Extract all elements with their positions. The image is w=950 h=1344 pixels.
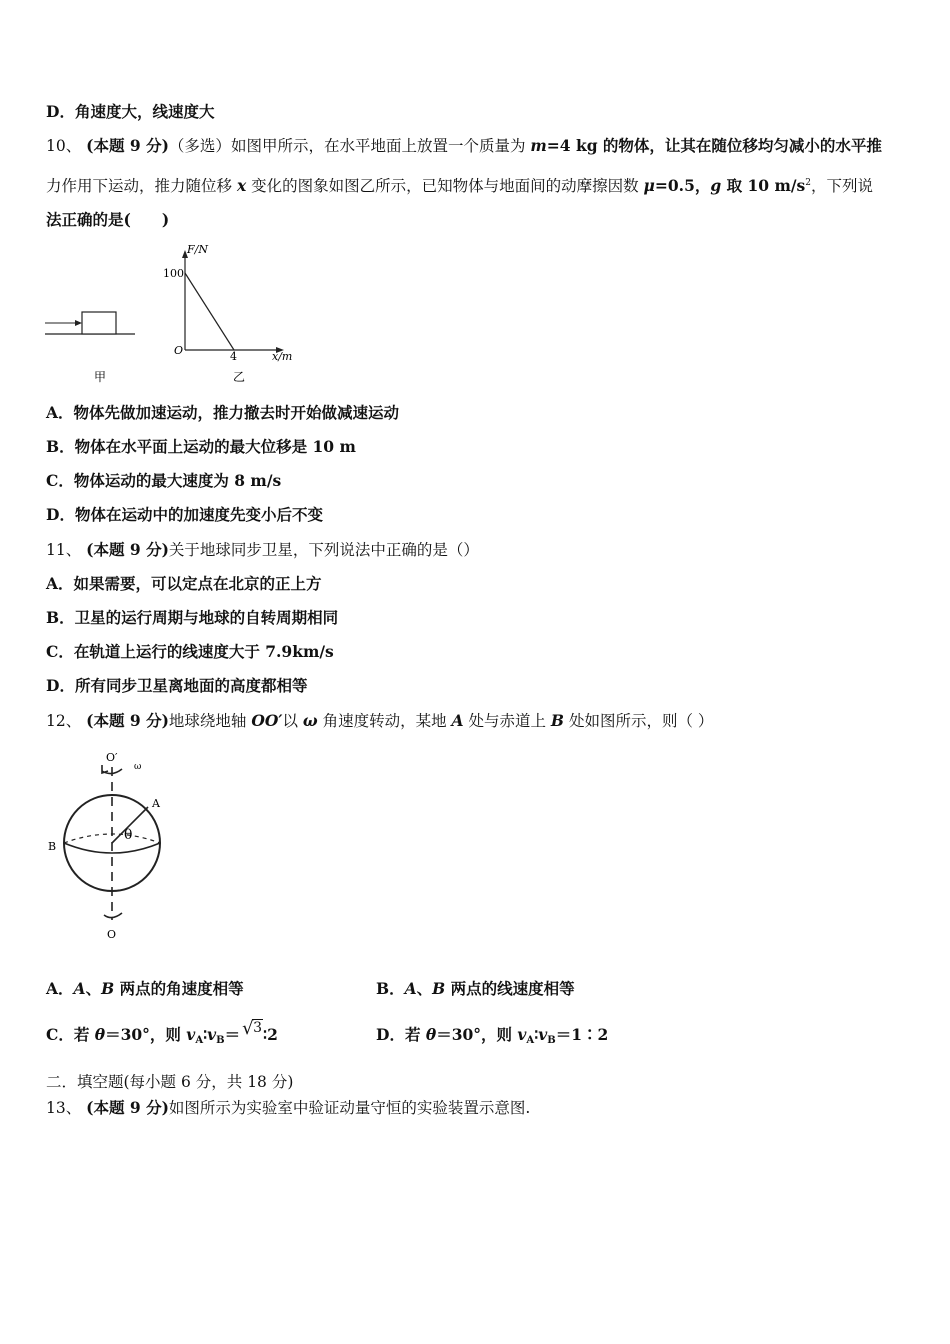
q12-option-c-sub: A [195, 1035, 204, 1046]
q12-option-c-v: v [186, 1025, 196, 1044]
q10-var-g: g [710, 176, 722, 196]
force-line [185, 273, 234, 350]
q10-stem-line1 [46, 136, 882, 156]
q12-option-d [376, 1025, 608, 1051]
q12-option-b-var: B [432, 979, 446, 998]
q12-var-b: B [550, 711, 565, 730]
q12-var-a: A [451, 711, 464, 730]
q11-option-a [46, 574, 322, 594]
q10-figure [40, 240, 310, 390]
q10-option-d [46, 505, 323, 525]
q12-option-b-text: 两点的线速度相等 [445, 979, 575, 998]
force-graph [163, 243, 292, 363]
q10-option-c-text: C．物体运动的最大速度为 8 m/s [46, 471, 282, 490]
q10-stem-line3 [46, 210, 169, 230]
q10-var-x: x [236, 176, 247, 196]
q12-option-c-eq: ＝ [224, 1025, 241, 1044]
q12-option-c [46, 1018, 278, 1051]
q12-option-c-root: 3 [253, 1020, 263, 1036]
q11-option-a-text: A．如果需要，可以定点在北京的正上方 [46, 574, 322, 593]
label-a: A [152, 797, 160, 810]
q12-option-b-var: A [404, 979, 417, 998]
q12-option-a-sep: 、 [85, 979, 102, 998]
caption-jia: 甲 [94, 370, 107, 384]
q11-score-tag: (本题 9 分) [86, 540, 169, 559]
q12-option-d-sub: B [547, 1035, 556, 1046]
q11-text: 关于地球同步卫星，下列说法中正确的是（） [168, 541, 479, 559]
q11-option-c [46, 642, 334, 662]
q10-text: =0.5， [654, 176, 711, 196]
block [82, 312, 116, 334]
q10-stem-line2 [46, 173, 873, 196]
q13-stem [46, 1098, 530, 1118]
q12-text: 角速度转动，某地 [317, 712, 452, 730]
q12-option-d-sub: A [526, 1035, 535, 1046]
q12-option-c-prefix: C．若 [46, 1025, 95, 1044]
q12-option-c-text: ＝30°，则 [105, 1025, 187, 1044]
q12-earth-figure [40, 745, 190, 945]
q12-text: 处与赤道上 [463, 712, 551, 730]
label-o-prime: O′ [106, 751, 118, 764]
q11-option-d [46, 676, 307, 696]
q11-number: 11、 [46, 541, 82, 559]
graph-x-label: x/m [272, 350, 293, 363]
q10-text: =4 kg 的物体，让其在随位移均匀减小的水平推 [546, 136, 882, 155]
q12-option-a-prefix: A． [46, 979, 74, 998]
section-2-title [46, 1072, 293, 1092]
section-2-title-text: 二．填空题(每小题 6 分，共 18 分) [46, 1073, 294, 1091]
q12-option-c-sub: B [216, 1035, 225, 1046]
q10-text: 力作用下运动，推力随位移 [46, 177, 237, 196]
q12-number: 12、 [46, 712, 82, 730]
q12-option-b-sep: 、 [416, 979, 433, 998]
q10-text: 如图甲所示，在水平地面上放置一个质量为 [230, 137, 531, 155]
q10-option-c [46, 471, 281, 491]
caption-yi: 乙 [233, 370, 246, 384]
q12-option-a-var: A [73, 979, 86, 998]
q10-text: 变化的图象如图乙所示，已知物体与地面间的动摩擦因数 [246, 177, 644, 196]
q11-option-d-text: D．所有同步卫星离地面的高度都相等 [46, 676, 308, 695]
graph-y-value: 100 [163, 267, 184, 280]
q10-option-a-text: A．物体先做加速运动，推力撤去时开始做减速运动 [46, 403, 400, 422]
q11-stem [46, 540, 479, 560]
q12-text: 处如图所示，则（ ） [564, 712, 714, 730]
q10-text: 取 10 m/s [721, 176, 806, 196]
q10-option-b [46, 437, 356, 457]
q12-option-a-var: B [101, 979, 115, 998]
arrow-head-icon [75, 320, 82, 326]
q12-option-d-prefix: D．若 [376, 1025, 426, 1044]
graph-y-label: F/N [187, 243, 208, 256]
q12-var-axis: OO′ [251, 711, 283, 730]
q11-option-b [46, 608, 338, 628]
q9-option-d [46, 102, 214, 122]
q12-option-b-prefix: B． [376, 979, 405, 998]
q12-option-c-ratio: ∶2 [263, 1025, 278, 1044]
label-theta: θ [124, 827, 133, 843]
q12-option-b [376, 979, 575, 999]
rotation-arrow-bottom-icon [104, 913, 122, 918]
q12-option-d-v: v [538, 1025, 548, 1044]
label-o: O [107, 928, 117, 941]
q10-var-mu: μ [643, 176, 655, 196]
q12-option-a [46, 979, 244, 999]
q10-var-m: m [530, 136, 547, 155]
q12-option-c-colon: ∶ [203, 1025, 208, 1044]
q12-option-d-v: v [517, 1025, 527, 1044]
q12-var-omega: ω [302, 711, 318, 730]
q12-option-d-ratio: ＝1∶2 [555, 1025, 609, 1044]
graph-origin: O [174, 344, 184, 357]
q10-text: 法正确的是( ) [46, 210, 170, 229]
q11-option-b-text: B．卫星的运行周期与地球的自转周期相同 [46, 608, 339, 627]
block-diagram [45, 312, 135, 334]
q13-number: 13、 [46, 1099, 82, 1117]
q12-stem [46, 711, 713, 731]
q12-text: 地球绕地轴 [168, 712, 252, 730]
q12-option-c-v: v [207, 1025, 217, 1044]
label-omega: ω [134, 762, 142, 772]
q10-option-d-text: D．物体在运动中的加速度先变小后不变 [46, 505, 323, 524]
q13-text: 如图所示为实验室中验证动量守恒的实验装置示意图. [168, 1099, 531, 1117]
q12-option-d-text: ＝30°，则 [436, 1025, 518, 1044]
q12-option-d-colon: ∶ [534, 1025, 539, 1044]
q10-option-a [46, 403, 399, 423]
q12-option-c-theta: θ [94, 1025, 106, 1044]
q12-text: 以 [282, 712, 303, 730]
q9-option-d-text: D．角速度大，线速度大 [46, 102, 215, 121]
q12-score-tag: (本题 9 分) [86, 711, 169, 730]
q12-option-a-text: 两点的角速度相等 [114, 979, 244, 998]
q10-option-b-text: B．物体在水平面上运动的最大位移是 10 m [46, 437, 356, 456]
q12-option-d-theta: θ [425, 1025, 437, 1044]
q13-score-tag: (本题 9 分) [86, 1098, 169, 1117]
q10-number: 10、 [46, 137, 82, 155]
q10-multi-tag: （多选） [168, 137, 231, 155]
q10-superscript: 2 [805, 178, 811, 188]
label-b: B [48, 840, 57, 853]
q11-option-c-text: C．在轨道上运行的线速度大于 7.9km/s [46, 642, 334, 661]
sqrt-icon: √ 3 [242, 1018, 263, 1039]
q10-score-tag: (本题 9 分) [86, 136, 169, 155]
graph-x-value: 4 [230, 350, 237, 363]
q10-text: ，下列说 [811, 177, 874, 196]
